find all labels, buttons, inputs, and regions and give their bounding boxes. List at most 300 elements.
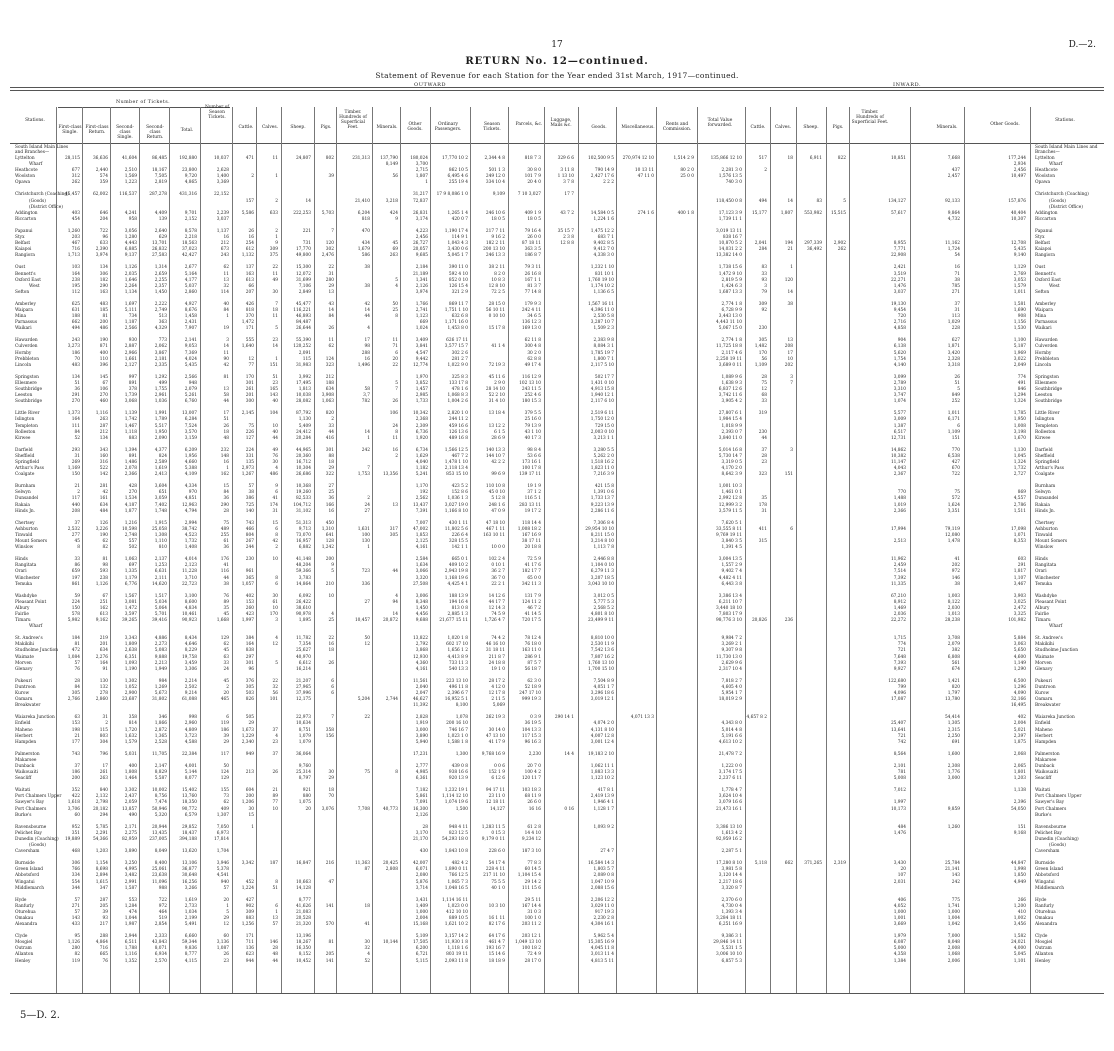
cell-in-minerals: 1,109 bbox=[947, 429, 960, 435]
cell-total: 8,434 bbox=[184, 636, 197, 642]
station-name-right: Woolston bbox=[1035, 174, 1055, 180]
cell-total: 3,266 bbox=[184, 885, 197, 891]
cell-goods: 2,530 11 9 bbox=[590, 642, 614, 648]
cell-total: 9,720 bbox=[184, 174, 197, 180]
cell-season-tickets: 255 bbox=[220, 532, 229, 538]
cell-in-timber: 1,469 bbox=[893, 605, 906, 611]
cell-first-single: 57 bbox=[74, 660, 80, 666]
cell-parcels: 1,008 18 2 bbox=[517, 526, 541, 532]
cell-second-return: 7,402 bbox=[154, 502, 167, 508]
cell-second-single: 1,352 bbox=[124, 958, 137, 964]
cell-second-return: 43,843 bbox=[151, 940, 167, 946]
cell-goods: 1,567 16 11 bbox=[588, 301, 614, 307]
cell-second-single: 3,250 bbox=[124, 861, 137, 867]
cell-other-goods: 72,837 bbox=[412, 198, 428, 204]
cell-season-revenue: 211 8 7 bbox=[488, 654, 505, 660]
cell-in-other-goods: 1,071 bbox=[1013, 532, 1026, 538]
cell-goods: 1,750 12 0 bbox=[590, 417, 614, 423]
cell-season-tickets: 35 bbox=[223, 605, 229, 611]
cell-ordinary-passengers: 602 17 10 bbox=[446, 642, 468, 648]
cell-cattle: 300 bbox=[245, 399, 254, 405]
cell-total-value: 3,386 13 10 bbox=[716, 824, 742, 830]
cell-other-goods: 47,002 bbox=[412, 526, 428, 532]
cell-parcels: 18 0 5 bbox=[527, 216, 541, 222]
cell-in-timber: 4,358 bbox=[893, 952, 906, 958]
cell-total: 5,435 bbox=[184, 362, 197, 368]
cell-calves: 4 bbox=[275, 733, 278, 739]
cell-sheep: 16,350 bbox=[295, 946, 311, 952]
cell-in-timber: 4,858 bbox=[893, 326, 906, 332]
cell-in-pigs: 5 bbox=[843, 198, 846, 204]
cell-total: 8,676 bbox=[184, 308, 197, 313]
cell-season-revenue: 4 12 0 bbox=[491, 684, 505, 690]
cell-second-single: 814 bbox=[128, 721, 137, 727]
cell-first-single: 164 bbox=[71, 417, 80, 423]
cell-first-return: 219 bbox=[99, 636, 108, 642]
cell-season-tickets: 12 bbox=[223, 922, 229, 928]
cell-goods: 8,084 3 1 bbox=[593, 344, 614, 350]
cell-first-return: 2,132 bbox=[95, 794, 108, 800]
cell-in-minerals: 1,421 bbox=[947, 678, 960, 684]
cell-second-return: 13,435 bbox=[151, 830, 167, 836]
cell-in-cattle: 323 bbox=[758, 472, 767, 478]
cell-second-single: 2,944 bbox=[124, 934, 137, 940]
cell-sheep: 116,221 bbox=[293, 308, 311, 313]
cell-in-timber: 1,019 bbox=[893, 502, 906, 508]
cell-in-minerals: 228 bbox=[951, 326, 960, 332]
cell-in-minerals: 427 bbox=[951, 460, 960, 465]
cell-sheep: 222,253 bbox=[293, 210, 311, 216]
cell-in-sheep: 6,911 bbox=[809, 156, 822, 161]
cell-second-return: 8,829 bbox=[154, 770, 167, 776]
cell-in-minerals: 722 bbox=[951, 472, 960, 478]
cell-first-single: 269 bbox=[71, 460, 80, 465]
cell-season-tickets: 42 bbox=[223, 362, 229, 368]
cell-second-return: 2,111 bbox=[154, 575, 167, 581]
cell-in-timber: 2,366 bbox=[893, 508, 906, 514]
cell-total: 970 bbox=[188, 490, 197, 496]
cell-in-other-goods: 1,324 bbox=[1013, 399, 1026, 405]
cell-season-tickets: 3,369 bbox=[216, 180, 229, 186]
cell-season-revenue: 217 7 11 bbox=[485, 228, 505, 234]
cell-other-goods: 1,123 bbox=[415, 314, 428, 320]
cell-first-return: 281 bbox=[99, 484, 108, 490]
cell-second-return: 2,273 bbox=[154, 642, 167, 648]
cell-sheep: 10,452 bbox=[295, 958, 311, 964]
cell-second-return: 988 bbox=[158, 885, 167, 891]
cell-parcels: 79 3 11 bbox=[524, 265, 541, 271]
cell-sheep: 17,770 bbox=[295, 247, 311, 253]
cell-season-revenue: 9,768 16 9 bbox=[481, 751, 505, 757]
cell-in-timber: 799 bbox=[897, 684, 906, 690]
cell-season-tickets: 2,628 bbox=[216, 168, 229, 174]
cell-in-cattle: 4,657 8 2 bbox=[746, 715, 767, 721]
cell-pigs: 2 bbox=[331, 417, 334, 423]
station-name-right: Middlemarch bbox=[1035, 885, 1065, 891]
cell-in-other-goods: 2,049 bbox=[1013, 362, 1026, 368]
station-name-right: Opawa bbox=[1035, 180, 1051, 186]
cell-parcels: 283 13 11 bbox=[519, 502, 541, 508]
cell-first-return: 39 bbox=[102, 909, 108, 915]
cell-parcels: 19 17 2 bbox=[524, 508, 541, 514]
cell-in-other-goods: 4,949 bbox=[1013, 879, 1026, 885]
cell-goods: 1,104 0 10 bbox=[590, 563, 614, 569]
cell-second-return: 1,950 bbox=[154, 429, 167, 435]
cell-parcels: 169 13 0 bbox=[521, 326, 541, 332]
station-name-right: Darfield bbox=[1035, 447, 1053, 453]
cell-in-other-goods: 774 bbox=[1017, 374, 1026, 380]
cell-in-cattle: 494 bbox=[758, 198, 767, 204]
cell-second-single: 1,632 bbox=[124, 733, 137, 739]
cell-cattle: 157 bbox=[245, 198, 254, 204]
cell-second-single: 82,959 bbox=[121, 836, 137, 842]
cell-total-value: 7,818 2 7 bbox=[721, 678, 742, 684]
cell-timber: 4 bbox=[367, 952, 370, 958]
cell-pigs: 5 bbox=[331, 569, 334, 575]
cell-second-return: 972 bbox=[158, 903, 167, 909]
cell-total-value: 3,840 11 0 bbox=[718, 435, 742, 441]
cell-total: 30,648 bbox=[181, 873, 197, 879]
cell-in-timber: 8,955 bbox=[893, 241, 906, 247]
cell-in-timber: 770 bbox=[897, 490, 906, 496]
cell-in-minerals: 7,668 bbox=[947, 156, 960, 161]
cell-season-tickets: 1 bbox=[226, 314, 229, 320]
cell-pigs: 124 bbox=[325, 356, 334, 362]
cell-sheep: 1,079 bbox=[298, 733, 311, 739]
cell-ordinary-passengers: 1,166 8 10 bbox=[444, 508, 468, 514]
cell-ordinary-passengers: 439 0 8 bbox=[451, 764, 468, 769]
cell-in-minerals: 28,238 bbox=[944, 618, 960, 624]
cell-second-single: 1,302 bbox=[124, 678, 137, 684]
station-name: Wingatui bbox=[15, 879, 35, 885]
cell-parcels: 163 11 0 bbox=[521, 648, 541, 654]
cell-in-other-goods: 6,500 bbox=[1013, 678, 1026, 684]
cell-second-return: 4,409 bbox=[154, 210, 167, 216]
table-row bbox=[0, 910, 1114, 916]
cell-season-revenue: 467 1 11 bbox=[485, 526, 505, 532]
cell-in-other-goods: 32,166 bbox=[1010, 697, 1026, 703]
cell-first-return: 522 bbox=[99, 466, 108, 472]
cell-season-revenue: 24 18 8 bbox=[488, 660, 505, 666]
station-name-right: Albury bbox=[1035, 605, 1050, 611]
cell-calves: 2 bbox=[275, 545, 278, 551]
cell-sheep: 25,314 bbox=[295, 770, 311, 776]
cell-first-return: 98 bbox=[102, 563, 108, 569]
cell-ordinary-passengers: 813 0 8 bbox=[451, 605, 468, 611]
cell-total-value: 6,728 9 9 bbox=[721, 308, 742, 313]
cell-parcels: 379 5 5 bbox=[524, 411, 541, 417]
cell-season-revenue: 28 6 9 bbox=[491, 435, 505, 441]
station-name: Burke's bbox=[15, 812, 32, 818]
cell-ordinary-passengers: 17 9 8,086 1 0 bbox=[436, 192, 468, 198]
cell-calves: 8 bbox=[275, 532, 278, 538]
cell-in-other-goods: 9,168 bbox=[1013, 830, 1026, 836]
cell-season-tickets: 14 bbox=[223, 344, 229, 350]
cell-ordinary-passengers: 1,300 bbox=[455, 751, 468, 757]
cell-in-cattle: 315 bbox=[758, 539, 767, 545]
cell-minerals: 9 bbox=[395, 216, 398, 222]
cell-first-return: 634 bbox=[99, 502, 108, 508]
cell-sheep: 16,712 bbox=[295, 460, 311, 465]
cell-sheep: 880 bbox=[302, 794, 311, 800]
cell-parcels: 43 1 10 bbox=[524, 429, 541, 435]
cell-season-tickets: 1,137 bbox=[216, 228, 229, 234]
cell-sheep: 41,148 bbox=[295, 557, 311, 563]
cell-total: 431,316 bbox=[179, 192, 197, 198]
cell-total-value: 1,638 9 3 bbox=[721, 380, 742, 386]
cell-pigs: 13 bbox=[328, 289, 334, 295]
cell-pigs: 358 bbox=[325, 727, 334, 733]
cell-cattle: 301 bbox=[245, 660, 254, 666]
cell-ordinary-passengers: 194 16 4 bbox=[448, 599, 468, 605]
station-name-right: Maheno bbox=[1035, 727, 1053, 733]
cell-in-other-goods: 3,022 bbox=[1013, 356, 1026, 362]
cell-second-single: 358 bbox=[128, 715, 137, 721]
cell-total: 2,218 bbox=[184, 235, 197, 241]
cell-cattle: 260 bbox=[245, 605, 254, 611]
cell-second-return: 287,278 bbox=[149, 192, 167, 198]
cell-cattle: 2 bbox=[251, 174, 254, 180]
cell-in-other-goods: 16,495 bbox=[1010, 703, 1026, 709]
cell-total-value: 3,742 11 6 bbox=[718, 393, 742, 399]
cell-timber: 75 bbox=[364, 770, 370, 776]
cell-parcels: 77 8 3 bbox=[527, 861, 541, 867]
cell-in-other-goods: 1,950 bbox=[1013, 417, 1026, 423]
cell-total-value: 9,386 3 1 bbox=[721, 934, 742, 940]
cell-calves: 56 bbox=[272, 691, 278, 697]
cell-ordinary-passengers: 862 10 5 bbox=[448, 168, 468, 174]
cell-season-revenue: 44 17 7 bbox=[488, 599, 505, 605]
cell-pigs: 43 bbox=[328, 301, 334, 307]
cell-parcels: 131 7 9 bbox=[524, 593, 541, 599]
cell-pigs: 5,703 bbox=[321, 210, 334, 216]
cell-minerals: 8 bbox=[395, 770, 398, 776]
cell-goods: 2,117 6 10 bbox=[590, 399, 614, 405]
cell-sheep: 84,487 bbox=[295, 320, 311, 326]
cell-pigs: 416 bbox=[325, 435, 334, 441]
cell-cattle: 170 bbox=[245, 374, 254, 380]
cell-pigs: 30 bbox=[328, 770, 334, 776]
table-row bbox=[0, 606, 1114, 612]
cell-cattle: 503 bbox=[245, 691, 254, 697]
cell-season-tickets: 33 bbox=[223, 660, 229, 666]
cell-goods: 729 15 0 bbox=[594, 423, 614, 429]
cell-total: 12,963 bbox=[181, 502, 197, 508]
station-name: Burnside bbox=[15, 861, 35, 867]
cell-sheep: 16,214 bbox=[295, 666, 311, 672]
cell-cattle: 57 bbox=[248, 484, 254, 490]
cell-second-single: 6,776 bbox=[124, 581, 137, 587]
cell-parcels: 182 17 7 bbox=[521, 569, 541, 575]
cell-other-goods: 6,071 bbox=[415, 867, 428, 873]
cell-first-single: 70 bbox=[74, 356, 80, 362]
cell-in-other-goods: 2,786 bbox=[1013, 502, 1026, 508]
cell-season-revenue: 23 11 0 bbox=[488, 794, 505, 800]
station-name-right: Leeston bbox=[1035, 393, 1053, 399]
cell-season-revenue: 15 17 8 bbox=[488, 326, 505, 332]
cell-in-minerals: 2,315 bbox=[947, 727, 960, 733]
cell-in-other-goods: 908 bbox=[1017, 314, 1026, 320]
cell-first-single: 2,532 bbox=[67, 526, 80, 532]
cell-calves: 30 bbox=[272, 593, 278, 599]
cell-second-single: 1,093 bbox=[124, 660, 137, 666]
cell-second-single: 1,720 bbox=[124, 727, 137, 733]
cell-first-return: 722 bbox=[99, 228, 108, 234]
col-cattle: Cattle. bbox=[238, 125, 254, 130]
cell-first-return: 574 bbox=[99, 174, 108, 180]
station-name: Springston bbox=[15, 374, 39, 380]
cell-second-return: 8,071 bbox=[154, 946, 167, 952]
cell-in-timber: 19,130 bbox=[890, 301, 906, 307]
cell-cattle: 230 bbox=[245, 557, 254, 563]
station-name-right: West bbox=[1049, 283, 1060, 289]
cell-in-minerals: 1,068 bbox=[947, 952, 960, 958]
cell-ordinary-passengers: 1,751 1 10 bbox=[444, 308, 468, 313]
cell-in-timber: 11,335 bbox=[890, 581, 906, 587]
cell-ordinary-passengers: 6,495 4 6 bbox=[447, 174, 468, 180]
cell-second-single: 1,739 bbox=[124, 393, 137, 399]
cell-season-revenue: 9,109 bbox=[492, 192, 505, 198]
cell-second-single: 23,687 bbox=[121, 697, 137, 703]
cell-season-revenue: 36 7 0 bbox=[491, 575, 505, 581]
cell-season-tickets: 51 bbox=[223, 417, 229, 423]
cell-total: 8,600 bbox=[184, 599, 197, 605]
cell-in-timber: 7,771 bbox=[893, 247, 906, 253]
statement-subtitle: Statement of Revenue for each Station for the Year ended 31st March, 1917—continued. bbox=[375, 71, 739, 80]
cell-in-minerals: 691 bbox=[951, 739, 960, 745]
cell-total: 192,880 bbox=[179, 156, 197, 161]
cell-timber: 4 bbox=[367, 326, 370, 332]
cell-second-single: 3,482 bbox=[124, 873, 137, 879]
station-name-right: Hinds bbox=[1035, 557, 1048, 563]
cell-in-timber: 134,127 bbox=[888, 198, 906, 204]
cell-in-other-goods: 1,324 bbox=[1013, 460, 1026, 465]
page-reference: D.—2. bbox=[1068, 40, 1096, 50]
cell-calves: 37 bbox=[272, 727, 278, 733]
cell-first-single: 334 bbox=[71, 873, 80, 879]
cell-total: 13,760 bbox=[181, 794, 197, 800]
cell-goods: 3,001 12 4 bbox=[590, 739, 614, 745]
cell-ordinary-passengers: 11,802 5 6 bbox=[444, 526, 468, 532]
cell-pigs: 26 bbox=[328, 660, 334, 666]
station-name: Pelichet Bay bbox=[15, 830, 42, 836]
cell-season-tickets: 24 bbox=[223, 666, 229, 672]
cell-first-return: 278 bbox=[99, 691, 108, 697]
station-name: Pukeuri bbox=[15, 678, 33, 684]
cell-in-timber: 781 bbox=[897, 770, 906, 776]
cell-parcels: 100 17 8 bbox=[521, 466, 541, 472]
cell-minerals: 2,808 bbox=[385, 867, 398, 873]
cell-cattle: 66 bbox=[248, 283, 254, 289]
cell-season-revenue: 246 10 6 bbox=[485, 210, 505, 216]
cell-luggage: 14 4 bbox=[564, 751, 574, 757]
cell-season-revenue: 9 16 2 bbox=[491, 235, 505, 241]
cell-total-value: 2,774 1 8 bbox=[721, 338, 742, 344]
cell-season-tickets: 29 bbox=[223, 739, 229, 745]
station-name: Opawa bbox=[15, 180, 31, 186]
cell-calves: 18 bbox=[272, 308, 278, 313]
cell-total-value: 3,386 13 4 bbox=[718, 593, 742, 599]
cell-season-revenue: 1,283 11 5 bbox=[481, 824, 505, 830]
cell-cattle: 944 bbox=[245, 958, 254, 964]
cell-in-other-goods: 846 bbox=[1017, 387, 1026, 393]
cell-parcels: 79 13 9 bbox=[524, 423, 541, 429]
station-name: Islington bbox=[15, 417, 35, 423]
station-name: Wharf bbox=[29, 624, 43, 630]
cell-season-revenue: 12 17 8 bbox=[488, 691, 505, 697]
cell-pigs: 7 bbox=[331, 715, 334, 721]
station-name: Makarsee bbox=[15, 757, 37, 763]
cell-cattle: 135 bbox=[245, 460, 254, 465]
cell-season-revenue: 2 11 5 bbox=[491, 697, 505, 703]
cell-parcels: 25 16 0 bbox=[524, 417, 541, 423]
cell-in-timber: 1,000 bbox=[893, 909, 906, 915]
cell-second-return: 629 bbox=[158, 235, 167, 241]
cell-in-minerals: 271 bbox=[951, 289, 960, 295]
station-name-right: Hampden bbox=[1035, 739, 1057, 745]
cell-sheep: 17,495 bbox=[295, 380, 311, 386]
cell-parcels: 100 4 2 bbox=[524, 770, 541, 776]
cell-other-goods: 16,300 bbox=[412, 806, 428, 812]
cell-ordinary-passengers: 321 2 9 bbox=[451, 289, 468, 295]
cell-ordinary-passengers: 2,396 6 7 bbox=[447, 691, 468, 697]
cell-ordinary-passengers: 3,157 14 2 bbox=[444, 934, 468, 940]
cell-total: 19,758 bbox=[181, 654, 197, 660]
cell-second-return: 139 bbox=[158, 216, 167, 222]
cell-total-value: 3,019 13 11 bbox=[716, 228, 742, 234]
cell-total: 42,427 bbox=[181, 253, 197, 259]
station-name: Port Chalmers bbox=[15, 806, 47, 812]
station-name: Hornby bbox=[15, 350, 32, 356]
cell-cattle: 376 bbox=[245, 678, 254, 684]
station-name: Christchurch (Coaching) bbox=[15, 192, 69, 198]
cell-second-return: 651 bbox=[158, 490, 167, 496]
cell-other-goods: 9,685 bbox=[415, 253, 428, 259]
cell-calves: 1 bbox=[275, 174, 278, 180]
cell-in-other-goods: 1,011 bbox=[1013, 289, 1026, 295]
cell-first-return: 613 bbox=[99, 612, 108, 617]
page-number: 17 bbox=[551, 40, 563, 50]
cell-in-cattle: 517 bbox=[758, 156, 767, 161]
cell-total: 9,701 bbox=[184, 210, 197, 216]
cell-first-return: 81 bbox=[102, 314, 108, 320]
cell-cattle: 30 bbox=[248, 806, 254, 812]
cell-other-goods: 4,456 bbox=[415, 612, 428, 617]
cell-total: 2,123 bbox=[184, 563, 197, 569]
cell-ordinary-passengers: 489 16 8 bbox=[448, 435, 468, 441]
station-name: Oturehua bbox=[15, 909, 36, 915]
cell-second-return: 2,255 bbox=[154, 277, 167, 283]
cell-other-goods: 10,342 bbox=[412, 411, 428, 417]
station-name: Wharf bbox=[29, 162, 43, 168]
cell-season-revenue: 45 11 6 bbox=[488, 374, 505, 380]
station-name: Waikouaiti bbox=[15, 770, 38, 776]
cell-total: 4,115 bbox=[184, 958, 197, 964]
cell-in-minerals: 572 bbox=[951, 496, 960, 502]
cell-season-tickets: 81 bbox=[223, 374, 229, 380]
cell-ordinary-passengers: 938 16 6 bbox=[448, 770, 468, 776]
cell-first-return: 67 bbox=[102, 593, 108, 599]
cell-other-goods: 430 bbox=[419, 849, 428, 855]
station-name: Oxford East bbox=[15, 277, 41, 283]
cell-first-return: 263 bbox=[99, 417, 108, 423]
cell-pigs: 29 bbox=[328, 776, 334, 782]
cell-first-return: 261 bbox=[99, 770, 108, 776]
cell-calves: 3 bbox=[275, 618, 278, 624]
cell-goods: 2,286 11 6 bbox=[590, 508, 614, 514]
cell-goods: 7,542 13 6 bbox=[590, 648, 614, 654]
cell-minerals: 305 bbox=[389, 532, 398, 538]
